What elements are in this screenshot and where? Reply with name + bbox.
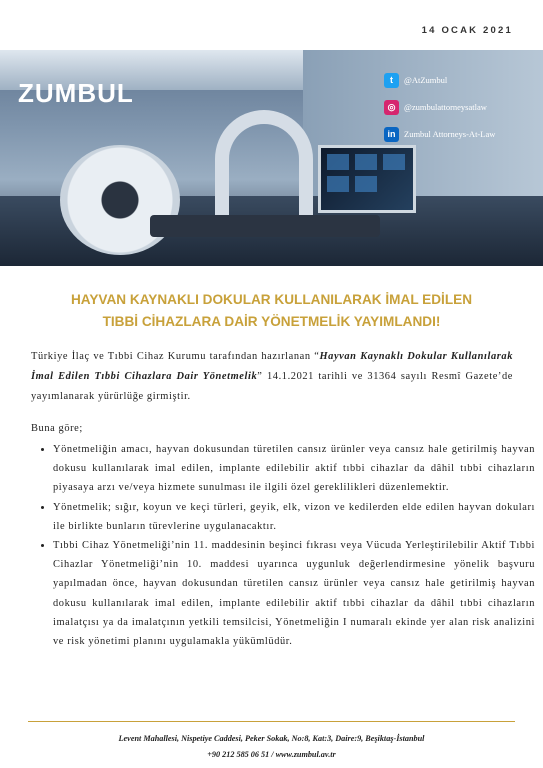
social-label: Zumbul Attorneys-At-Law — [404, 129, 496, 139]
bullet-list — [31, 440, 535, 651]
footer-address: Levent Mahallesi, Nispetiye Caddesi, Peker Sokak, No:8, Kat:3, Daire:9, Beşiktaş-İstanbul — [118, 734, 425, 743]
footer-divider — [28, 721, 515, 722]
twitter-icon: t — [384, 73, 399, 88]
linkedin-icon: in — [384, 127, 399, 142]
document-date: 14 OCAK 2021 — [421, 25, 513, 36]
list-item: • Tıbbi Cihaz Yönetmeliği’nin 11. maddesinin beşinci fıkrası veya Vücuda Yerleştirilebilir Aktif Tıbbi Cihazlar Yönetmeliği’nin 10. maddesi uyarınca uygunluk değerlendirmesine yönelik başvuru yapılmadan önce, hayvan dokusundan türetilen cansız ürünler veya cansız hale getirilmiş hayvan dokusu kullanılarak imal edilen, implante edilebilir aktif tıbbi cihazlar da dâhil tıbbi cihazların imalatçısı ya da imalatçının yetkili temsilcisi, Yönetmeliğin I numaralı ekinde yer alan risk analizini ve risk yönetimi planını uygulamakla yükümlüdür. — [53, 536, 535, 651]
section-lead: Buna göre; — [31, 423, 83, 434]
footer — [0, 731, 543, 763]
social-link-linkedin[interactable] — [384, 126, 495, 142]
title-line-2: TIBBİ CİHAZLARA DAİR YÖNETMELİK YAYIMLANDI! — [102, 314, 441, 329]
title-line-1: HAYVAN KAYNAKLI DOKULAR KULLANILARAK İMAL EDİLEN — [70, 292, 473, 307]
monitor-screen — [318, 145, 416, 213]
instagram-icon: ◎ — [384, 100, 399, 115]
social-link-twitter[interactable] — [384, 72, 495, 88]
intro-paragraph — [31, 347, 513, 407]
zumbul-logo: ZUMBUL — [18, 78, 134, 108]
regulation-name: Hayvan Kaynaklı Dokular Kullanılarak İmal Edilen Tıbbi Cihazlara Dair Yönetmelik — [31, 351, 513, 382]
operating-table — [150, 215, 380, 237]
list-item: • Yönetmelik; sığır, koyun ve keçi türleri, geyik, elk, vizon ve kedilerden elde edilen hayvan dokuları ile birlikte bunların türevlerine uygulanacaktır. — [53, 498, 535, 536]
footer-contact[interactable]: +90 212 585 06 51 / www.zumbul.av.tr — [207, 750, 336, 759]
document-title — [0, 289, 543, 333]
social-label: @AtZumbul — [404, 75, 448, 85]
social-link-instagram[interactable] — [384, 99, 495, 115]
social-label: @zumbulattorneysatlaw — [404, 102, 487, 112]
ct-scanner — [60, 145, 180, 255]
list-item: • Yönetmeliğin amacı, hayvan dokusundan türetilen cansız ürünler veya cansız hale getirilmiş hayvan dokusu kullanılarak imal edilen, implante edilebilir aktif tıbbi cihazlar da dâhil tıbbi cihazların piyasaya arzı ve/veya hizmete sunulması ile ilgili özel gereklilikleri düzenlemektir. — [53, 440, 535, 498]
intro-text-before: Türkiye İlaç ve Tıbbi Cihaz Kurumu tarafından hazırlanan “ — [31, 351, 320, 362]
social-links — [384, 72, 495, 153]
intro-text-after: ” 14.1.2021 tarihli ve 31364 sayılı Resmî Gazete’de yayımlanarak yürürlüğe girmiştir. — [31, 371, 513, 402]
